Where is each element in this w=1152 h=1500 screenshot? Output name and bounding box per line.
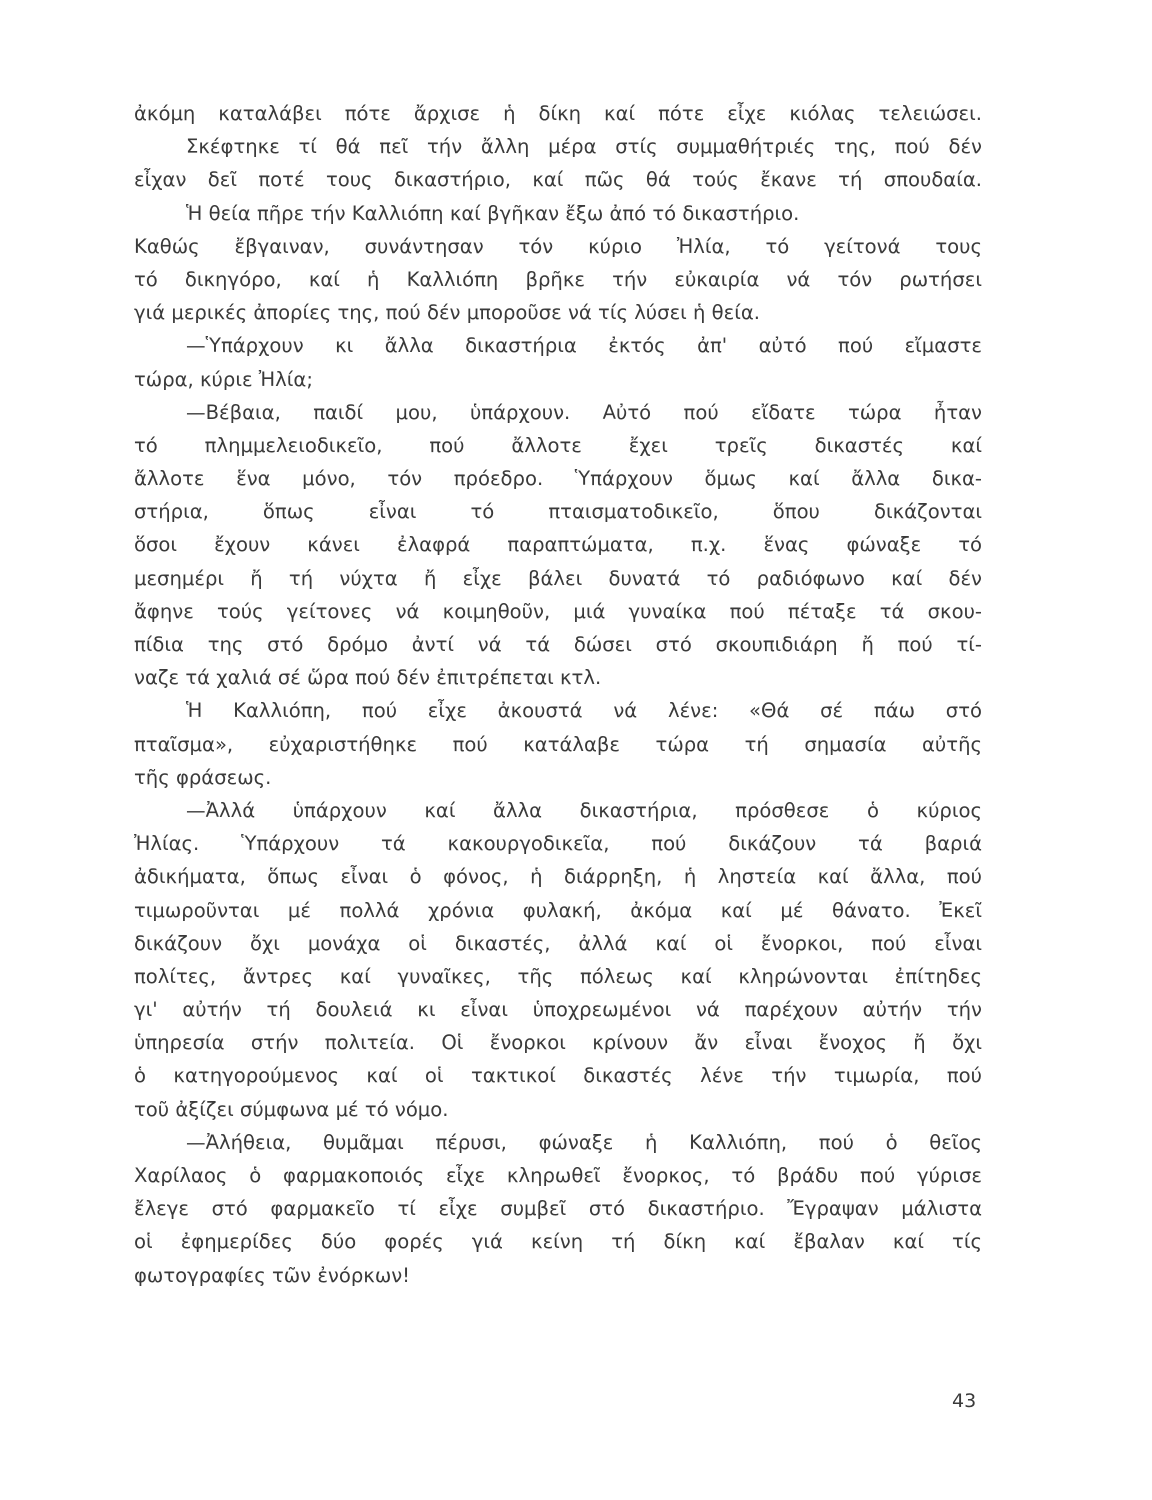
text-line: Σκέφτηκε τί θά πεῖ τήν ἄλλη μέρα στίς συμμαθήτριές της, πού δέν [186, 135, 982, 159]
text-line: Χαρίλαος ὁ φαρμακοποιός εἶχε κληρωθεῖ ἔνορκος, τό βράδυ πού γύρισε [134, 1164, 982, 1187]
body-text [134, 97, 982, 1292]
text-line: Ἡ Καλλιόπη, πού εἶχε ἀκουστά νά λένε: «Θά σέ πάω στό [186, 699, 982, 723]
text-line: τῆς φράσεως. [134, 765, 272, 789]
text-line: τό δικηγόρο, καί ἡ Καλλιόπη βρῆκε τήν εὐκαιρία νά τόν ρωτήσει [134, 267, 982, 291]
text-line: ὁ κατηγορούμενος καί οἱ τακτικοί δικαστές λένε τήν τιμωρία, πού [134, 1064, 982, 1088]
text-line: ἀδικήματα, ὅπως εἶναι ὁ φόνος, ἡ διάρρηξη, ἡ ληστεία καί ἄλλα, πού [134, 865, 982, 889]
text-line: Ἡ θεία πῆρε τήν Καλλιόπη καί βγῆκαν ἔξω ἀπό τό δικαστήριο. [186, 201, 800, 225]
text-line: γι' αὐτήν τή δουλειά κι εἶναι ὑποχρεωμένοι νά παρέχουν αὐτήν τήν [134, 998, 982, 1022]
text-line: φωτογραφίες τῶν ἐνόρκων! [134, 1263, 411, 1287]
text-line: τώρα, κύριε Ἠλία; [134, 367, 313, 391]
text-line: Καθώς ἔβγαιναν, συνάντησαν τόν κύριο Ἠλία, τό γείτονά τους [134, 234, 982, 258]
text-line: τό πλημμελειοδικεῖο, πού ἄλλοτε ἔχει τρεῖς δικαστές καί [134, 433, 982, 457]
text-line: ὅσοι ἔχουν κάνει ἐλαφρά παραπτώματα, π.χ. ἕνας φώναξε τό [134, 533, 982, 557]
text-line: στήρια, ὅπως εἶναι τό πταισματοδικεῖο, ὅπου δικάζονται [134, 500, 982, 524]
text-line: —Βέβαια, παιδί μου, ὑπάρχουν. Αὐτό πού εἴδατε τώρα ἦταν [186, 400, 982, 424]
text-line: ὑπηρεσία στήν πολιτεία. Οἱ ἔνορκοι κρίνουν ἄν εἶναι ἔνοχος ἤ ὄχι [134, 1031, 982, 1055]
text-line: μεσημέρι ἤ τή νύχτα ἤ εἶχε βάλει δυνατά τό ραδιόφωνο καί δέν [134, 566, 982, 590]
text-line: ἀκόμη καταλάβει πότε ἄρχισε ἡ δίκη καί πότε εἶχε κιόλας τελειώσει. [134, 102, 982, 125]
text-line: πταῖσμα», εὐχαριστήθηκε πού κατάλαβε τώρα τή σημασία αὐτῆς [134, 732, 982, 756]
text-line: οἱ ἐφημερίδες δύο φορές γιά κείνη τή δίκη καί ἔβαλαν καί τίς [134, 1230, 982, 1254]
text-line: τοῦ ἀξίζει σύμφωνα μέ τό νόμο. [134, 1097, 449, 1121]
text-line: —Ἀλήθεια, θυμᾶμαι πέρυσι, φώναξε ἡ Καλλιόπη, πού ὁ θεῖος [186, 1130, 982, 1154]
text-line: γιά μερικές ἀπορίες της, πού δέν μποροῦσε νά τίς λύσει ἡ θεία. [134, 301, 761, 325]
text-line: ἄλλοτε ἕνα μόνο, τόν πρόεδρο. Ὑπάρχουν ὅμως καί ἄλλα δικα- [134, 467, 982, 491]
text-line: ἄφηνε τούς γείτονες νά κοιμηθοῦν, μιά γυναίκα πού πέταξε τά σκου- [134, 599, 982, 623]
text-line: τιμωροῦνται μέ πολλά χρόνια φυλακή, ἀκόμα καί μέ θάνατο. Ἐκεῖ [134, 898, 982, 922]
text-line: πίδια της στό δρόμο ἀντί νά τά δώσει στό σκουπιδιάρη ἤ πού τί- [134, 633, 982, 656]
page-number: 43 [952, 1390, 977, 1412]
text-line: πολίτες, ἄντρες καί γυναῖκες, τῆς πόλεως καί κληρώνονται ἐπίτηδες [134, 964, 982, 988]
text-line: —Ὑπάρχουν κι ἄλλα δικαστήρια ἐκτός ἀπ' αὐτό πού εἴμαστε [186, 334, 982, 358]
text-line: ἔλεγε στό φαρμακεῖο τί εἶχε συμβεῖ στό δικαστήριο. Ἔγραψαν μάλιστα [134, 1197, 982, 1221]
text-line: —Ἀλλά ὑπάρχουν καί ἄλλα δικαστήρια, πρόσθεσε ὁ κύριος [186, 798, 982, 822]
text-line: εἶχαν δεῖ ποτέ τους δικαστήριο, καί πῶς θά τούς ἔκανε τή σπουδαία. [134, 168, 982, 192]
text-line: δικάζουν ὄχι μονάχα οἱ δικαστές, ἀλλά καί οἱ ἔνορκοι, πού εἶναι [134, 931, 982, 955]
text-line: ναζε τά χαλιά σέ ὥρα πού δέν ἐπιτρέπεται κτλ. [134, 666, 602, 690]
text-line: Ἠλίας. Ὑπάρχουν τά κακουργοδικεῖα, πού δικάζουν τά βαριά [134, 832, 982, 856]
